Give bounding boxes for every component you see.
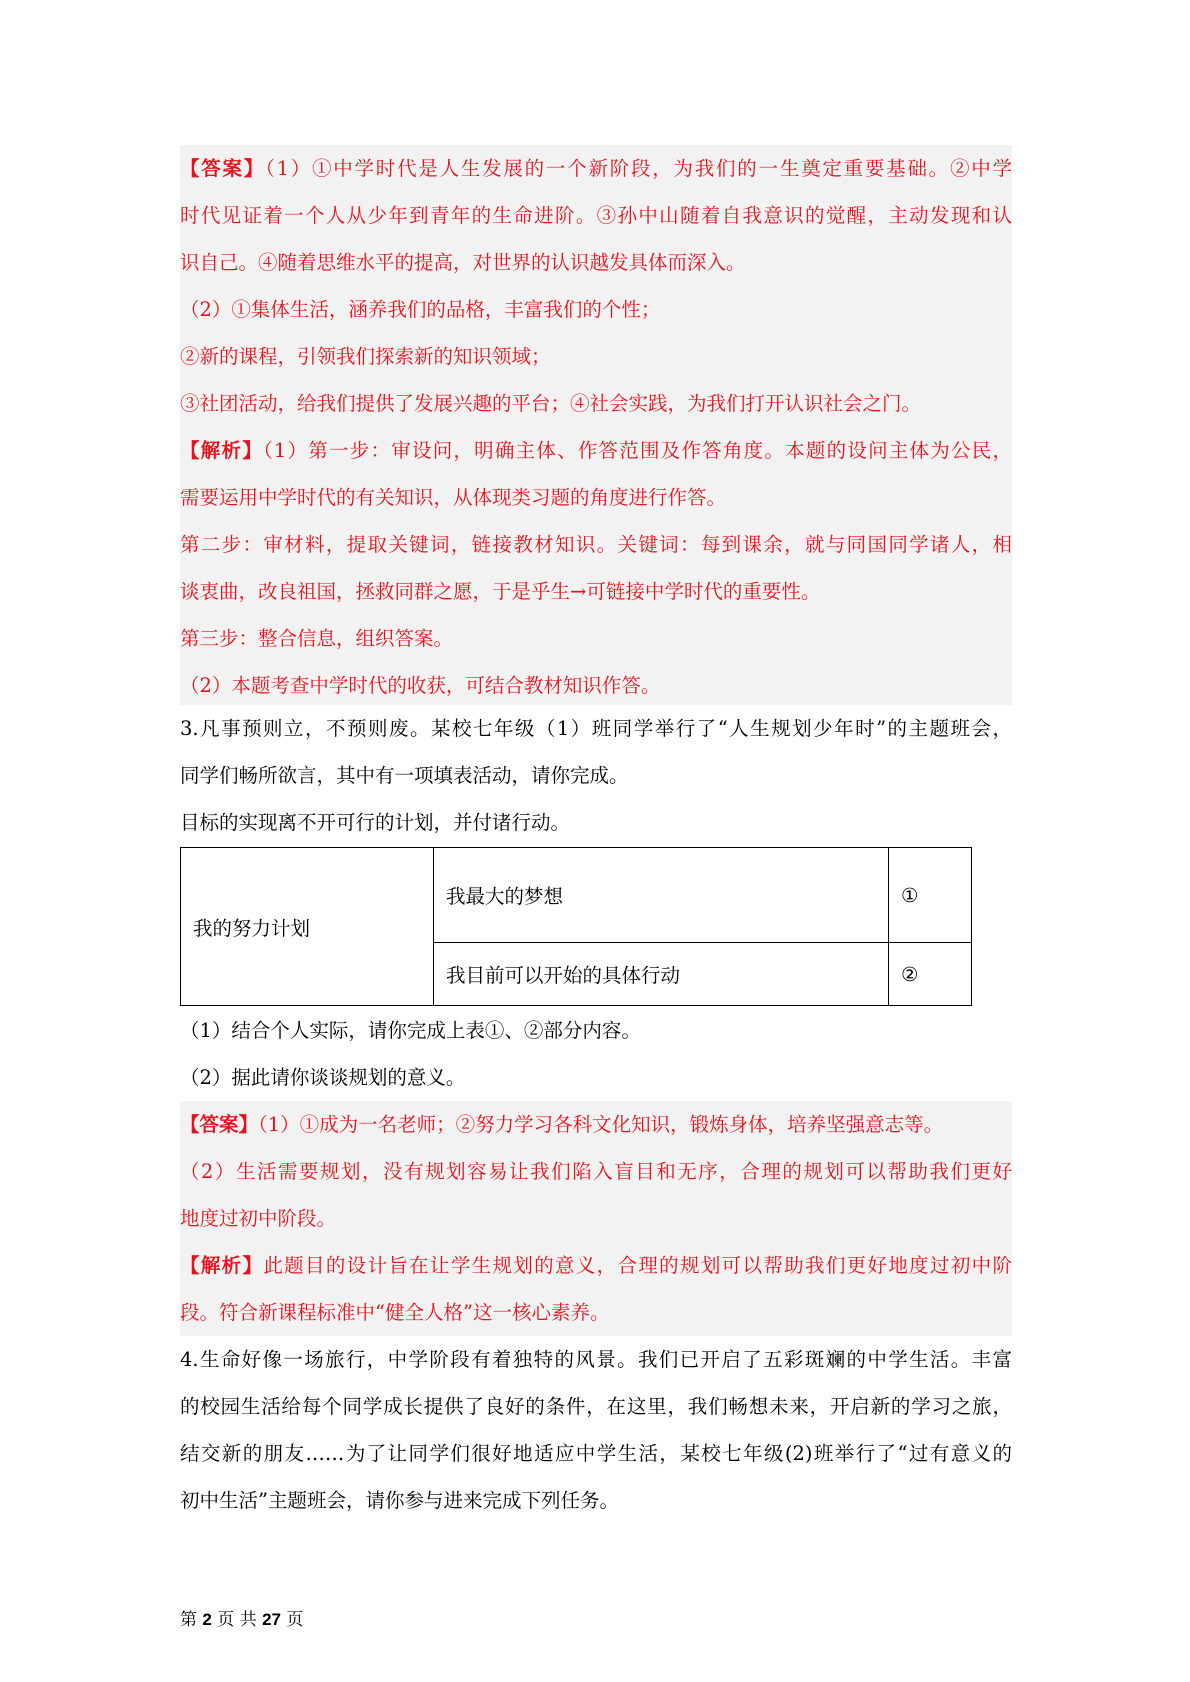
- analysis-line: 【解析】此题目的设计旨在让学生规划的意义，合理的规划可以帮助我们更好地度过初中阶: [180, 1254, 1012, 1277]
- page-number: 2: [202, 1610, 212, 1629]
- analysis-line: （2）本题考查中学时代的收获，可结合教材知识作答。: [180, 674, 661, 697]
- question-line: 初中生活”主题班会，请你参与进来完成下列任务。: [180, 1489, 619, 1512]
- analysis-tag: 【解析】: [180, 439, 263, 462]
- plan-table: [180, 847, 972, 1006]
- question-4: [180, 1336, 1012, 1524]
- question-line: 4.生命好像一场旅行，中学阶段有着独特的风景。我们已开启了五彩斑斓的中学生活。丰富: [180, 1348, 1012, 1371]
- page-footer: 第 2 页 共 27 页: [180, 1610, 304, 1630]
- question-3-subquestions: [180, 1007, 1012, 1101]
- plan-row-header: 我的努力计划: [181, 848, 434, 1006]
- answer-line: 【答案】（1）①中学时代是人生发展的一个新阶段，为我们的一生奠定重要基础。②中学: [180, 157, 1012, 180]
- answer-block-1: [180, 145, 1012, 705]
- question-line: 3.凡事预则立，不预则废。某校七年级（1）班同学举行了“人生规划少年时”的主题班会，: [180, 717, 1012, 740]
- analysis-line: 第二步：审材料，提取关键词，链接教材知识。关键词：每到课余，就与同国同学诸人，相: [180, 533, 1012, 556]
- question-line: 同学们畅所欲言，其中有一项填表活动，请你完成。: [180, 764, 629, 787]
- analysis-line: 需要运用中学时代的有关知识，从体现类习题的角度进行作答。: [180, 486, 727, 509]
- analysis-line: 谈衷曲，改良祖国，拯救同群之愿，于是乎生→可链接中学时代的重要性。: [180, 580, 821, 603]
- question-line: 结交新的朋友……为了让同学们很好地适应中学生活，某校七年级(2)班举行了“过有意义的: [180, 1442, 1012, 1465]
- total-pages: 27: [262, 1610, 282, 1629]
- dream-cell: 我最大的梦想: [434, 848, 889, 943]
- question-line: 目标的实现离不开可行的计划，并付诸行动。: [180, 811, 571, 834]
- analysis-tag: 【解析】: [180, 1254, 264, 1277]
- subquestion-line: （2）据此请你谈谈规划的意义。: [180, 1066, 466, 1089]
- table-row: [181, 848, 972, 943]
- dream-blank-cell: ①: [889, 848, 972, 943]
- answer-line: （2）①集体生活，涵养我们的品格，丰富我们的个性；: [180, 298, 661, 321]
- subquestion-line: （1）结合个人实际，请你完成上表①、②部分内容。: [180, 1019, 641, 1042]
- action-cell: 我目前可以开始的具体行动: [434, 943, 889, 1006]
- answer-line: ②新的课程，引领我们探索新的知识领域；: [180, 345, 551, 368]
- answer-tag: 【答案】: [180, 157, 266, 180]
- answer-line: 地度过初中阶段。: [180, 1207, 337, 1230]
- answer-line: （2）生活需要规划，没有规划容易让我们陷入盲目和无序，合理的规划可以帮助我们更好: [180, 1160, 1012, 1183]
- analysis-line: 【解析】（1）第一步：审设问，明确主体、作答范围及作答角度。本题的设问主体为公民，: [180, 439, 1012, 462]
- answer-line: 识自己。④随着思维水平的提高，对世界的认识越发具体而深入。: [180, 251, 746, 274]
- answer-line: 【答案】（1）①成为一名老师；②努力学习各科文化知识，锻炼身体，培养坚强意志等。: [180, 1113, 944, 1136]
- answer-tag: 【答案】: [180, 1113, 259, 1136]
- answer-line: ③社团活动，给我们提供了发展兴趣的平台；④社会实践，为我们打开认识社会之门。: [180, 392, 922, 415]
- question-3: [180, 705, 1012, 846]
- question-line: 的校园生活给每个同学成长提供了良好的条件，在这里，我们畅想未来，开启新的学习之旅，: [180, 1395, 1012, 1418]
- analysis-line: 第三步：整合信息，组织答案。: [180, 627, 454, 650]
- answer-line: 时代见证着一个人从少年到青年的生命进阶。③孙中山随着自我意识的觉醒，主动发现和认: [180, 204, 1012, 227]
- analysis-line: 段。符合新课程标准中“健全人格”这一核心素养。: [180, 1301, 610, 1324]
- action-blank-cell: ②: [889, 943, 972, 1006]
- answer-block-2: [180, 1101, 1012, 1336]
